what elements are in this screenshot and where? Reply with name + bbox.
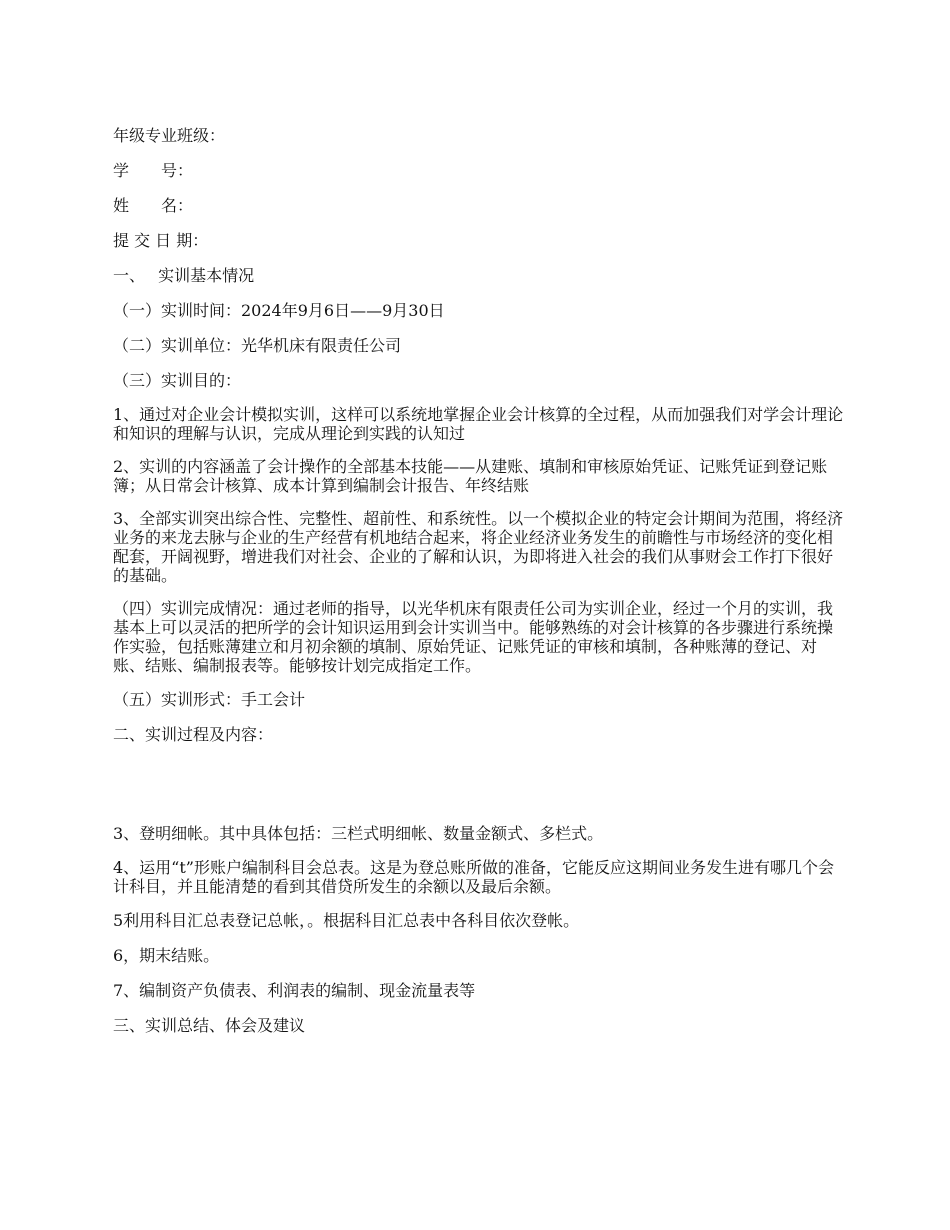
purpose-item-2: 2、实训的内容涵盖了会计操作的全部基本技能——从建账、填制和审核原始凭证、记账凭证到登记账簿；从日常会计核算、成本计算到编制会计报告、年终结账 (113, 457, 828, 495)
purpose-item-1: 1、通过对企业会计模拟实训，这样可以系统地掌握企业会计核算的全过程，从而加强我们对学会计理论和知识的理解与认识，完成从理论到实践的认知过 (113, 405, 844, 443)
name-label: 姓 名： (113, 196, 194, 215)
training-form: （五）实训形式：手工会计 (113, 690, 306, 709)
training-time: （一）实训时间：2024年9月6日——9月30日 (113, 301, 445, 320)
process-item-5: 5利用科目汇总表登记总帐，。根据科目汇总表中各科目依次登帐。 (113, 911, 580, 930)
document-page (113, 125, 845, 1050)
purpose-item-3: 3、全部实训突出综合性、完整性、超前性、和系统性。以一个模拟企业的特定会计期间为范围，将经济业务的来龙去脉与企业的生产经营有机地结合起来，将企业经济业务发生的前瞻性与市场经济的变化相配套，开阔视野，增进我们对社会、企业的了解和认识，为即将进入社会的我们从事财会工作打下很好的基础。 (113, 509, 844, 585)
training-unit: （二）实训单位：光华机床有限责任公司 (113, 336, 402, 355)
class-label: 年级专业班级： (113, 126, 226, 145)
purpose-title: （三）实训目的： (113, 371, 242, 390)
process-item-3: 3、登明细帐。其中具体包括：三栏式明细帐、数量金额式、多栏式。 (113, 824, 604, 843)
completion-paragraph: （四）实训完成情况：通过老师的指导，以光华机床有限责任公司为实训企业，经过一个月的实训，我基本上可以灵活的把所学的会计知识运用到会计实训当中。能够熟练的对会计核算的各步骤进行系统操作实验，包括账薄建立和月初余额的填制、原始凭证、记账凭证的审核和填制，各种账薄的登记、对账、结账、编制报表等。能够按计划完成指定工作。 (113, 599, 834, 675)
section-1-title: 一、 实训基本情况 (113, 266, 255, 285)
submit-date-label: 提 交 日 期： (113, 231, 209, 250)
student-id-label: 学 号： (113, 161, 194, 180)
blank-space (113, 759, 845, 823)
process-item-7: 7、编制资产负债表、利润表的编制、现金流量表等 (113, 981, 476, 1000)
process-item-4: 4、运用“t”形账户编制科目会总表。这是为登总账所做的准备，它能反应这期间业务发生进有哪几个会计科目，并且能清楚的看到其借贷所发生的余额以及最后余额。 (113, 858, 834, 896)
process-item-6: 6，期末结账。 (113, 946, 220, 965)
section-2-title: 二、实训过程及内容： (113, 725, 274, 744)
section-3-title: 三、实训总结、体会及建议 (113, 1016, 306, 1035)
